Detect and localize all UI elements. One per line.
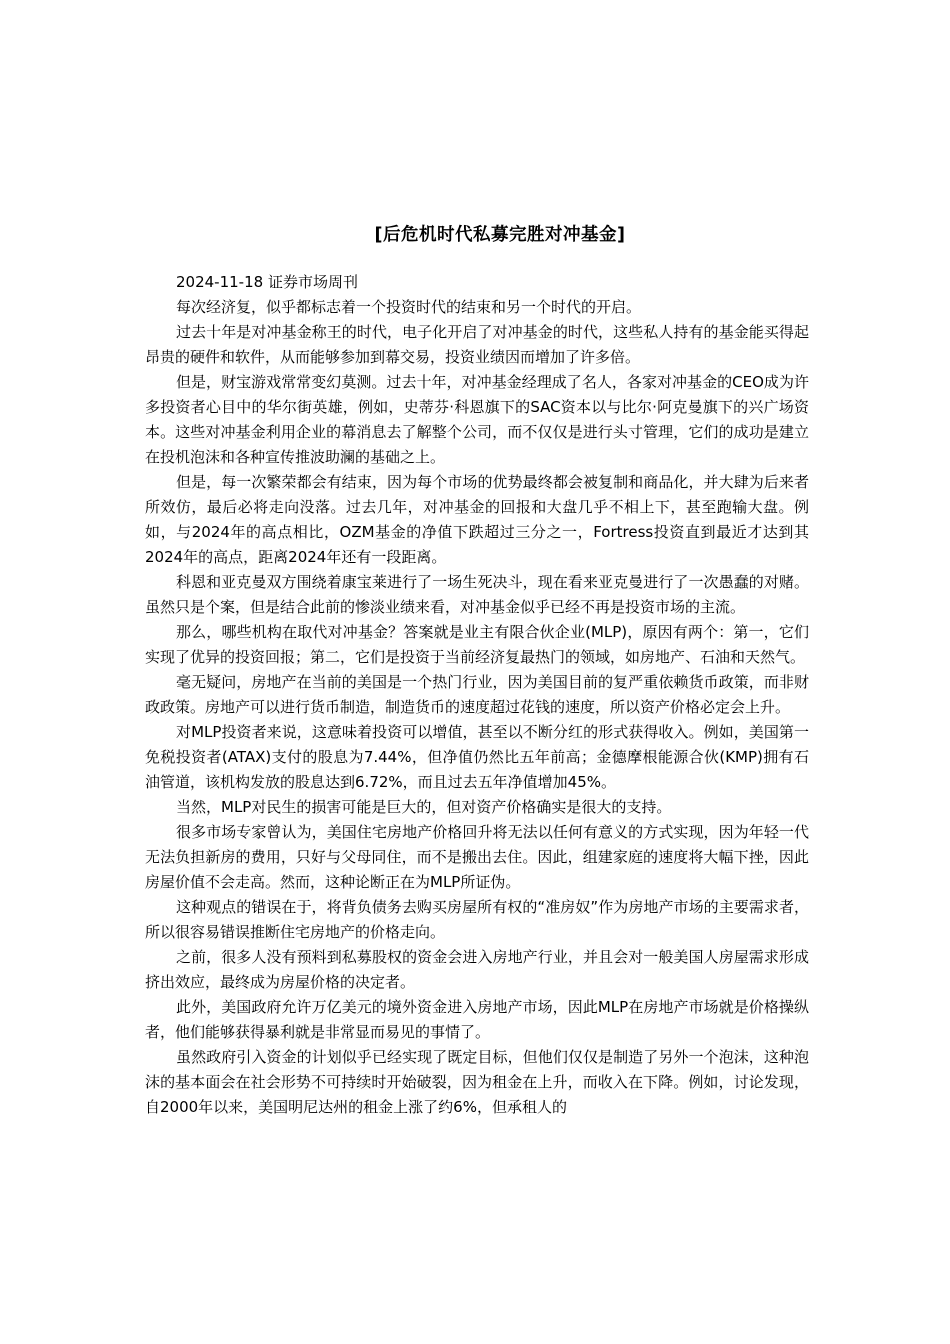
paragraph: 虽然政府引入资金的计划似乎已经实现了既定目标，但他们仅仅是制造了另外一个泡沫，这种泡沫的基本面会在社会形势不可持续时开始破裂，因为租金在上升，而收入在下降。例如，讨论发现，自2000年以来，美国明尼达州的租金上涨了约6%，但承租人的 — [145, 1048, 809, 1116]
paragraph: 对MLP投资者来说，这意味着投资可以增值，甚至以不断分红的形式获得收入。例如，美国第一免税投资者(ATAX)支付的股息为7.44%，但净值仍然比五年前高；金德摩根能源合伙(KMP)拥有石油管道，该机构发放的股息达到6.72%，而且过去五年净值增加45%。 — [145, 723, 809, 791]
paragraph: 这种观点的错误在于，将背负债务去购买房屋所有权的“准房奴”作为房地产市场的主要需求者，所以很容易错误推断住宅房地产的价格走向。 — [145, 898, 809, 941]
paragraph: 毫无疑问，房地产在当前的美国是一个热门行业，因为美国目前的复严重依赖货币政策，而非财政政策。房地产可以进行货币制造，制造货币的速度超过花钱的速度，所以资产价格必定会上升。 — [145, 673, 809, 716]
paragraph: 科恩和亚克曼双方围绕着康宝莱进行了一场生死决斗，现在看来亚克曼进行了一次愚蠢的对赌。虽然只是个案，但是结合此前的惨淡业绩来看，对冲基金似乎已经不再是投资市场的主流。 — [145, 573, 809, 616]
paragraph: 但是，每一次繁荣都会有结束，因为每个市场的优势最终都会被复制和商品化，并大肆为后来者所效仿，最后必将走向没落。过去几年，对冲基金的回报和大盘几乎不相上下，甚至跑输大盘。例如，与2024年的高点相比，OZM基金的净值下跌超过三分之一，Fortress投资直到最近才达到其2024年的高点，距离2024年还有一段距离。 — [145, 473, 809, 566]
document-page — [145, 222, 809, 1120]
paragraph: 但是，财宝游戏常常变幻莫测。过去十年，对冲基金经理成了名人，各家对冲基金的CEO成为许多投资者心目中的华尔街英雄，例如，史蒂芬·科恩旗下的SAC资本以与比尔·阿克曼旗下的兴广场资本。这些对冲基金利用企业的幕消息去了解整个公司，而不仅仅是进行头寸管理，它们的成功是建立在投机泡沫和各种宣传推波助澜的基础之上。 — [145, 373, 809, 466]
paragraph: 那么，哪些机构在取代对冲基金？答案就是业主有限合伙企业(MLP)，原因有两个：第一，它们实现了优异的投资回报；第二，它们是投资于当前经济复最热门的领域，如房地产、石油和天然气。 — [145, 623, 809, 666]
paragraph: 每次经济复，似乎都标志着一个投资时代的结束和另一个时代的开启。 — [176, 298, 642, 316]
article-date-source: 2024-11-18 证券市场周刊 — [176, 273, 358, 291]
paragraph: 当然，MLP对民生的损害可能是巨大的，但对资产价格确实是很大的支持。 — [176, 798, 672, 816]
paragraph: 之前，很多人没有预料到私募股权的资金会进入房地产行业，并且会对一般美国人房屋需求形成挤出效应，最终成为房屋价格的决定者。 — [145, 948, 809, 991]
article-title: [后危机时代私募完胜对冲基金] — [374, 225, 626, 245]
paragraph: 过去十年是对冲基金称王的时代，电子化开启了对冲基金的时代，这些私人持有的基金能买得起昂贵的硬件和软件，从而能够参加到幕交易，投资业绩因而增加了许多倍。 — [145, 323, 809, 366]
paragraph: 此外，美国政府允许万亿美元的境外资金进入房地产市场，因此MLP在房地产市场就是价格操纵者，他们能够获得暴利就是非常显而易见的事情了。 — [145, 998, 809, 1041]
paragraph: 很多市场专家曾认为，美国住宅房地产价格回升将无法以任何有意义的方式实现，因为年轻一代无法负担新房的费用，只好与父母同住，而不是搬出去住。因此，组建家庭的速度将大幅下挫，因此房屋价值不会走高。然而，这种论断正在为MLP所证伪。 — [145, 823, 809, 891]
